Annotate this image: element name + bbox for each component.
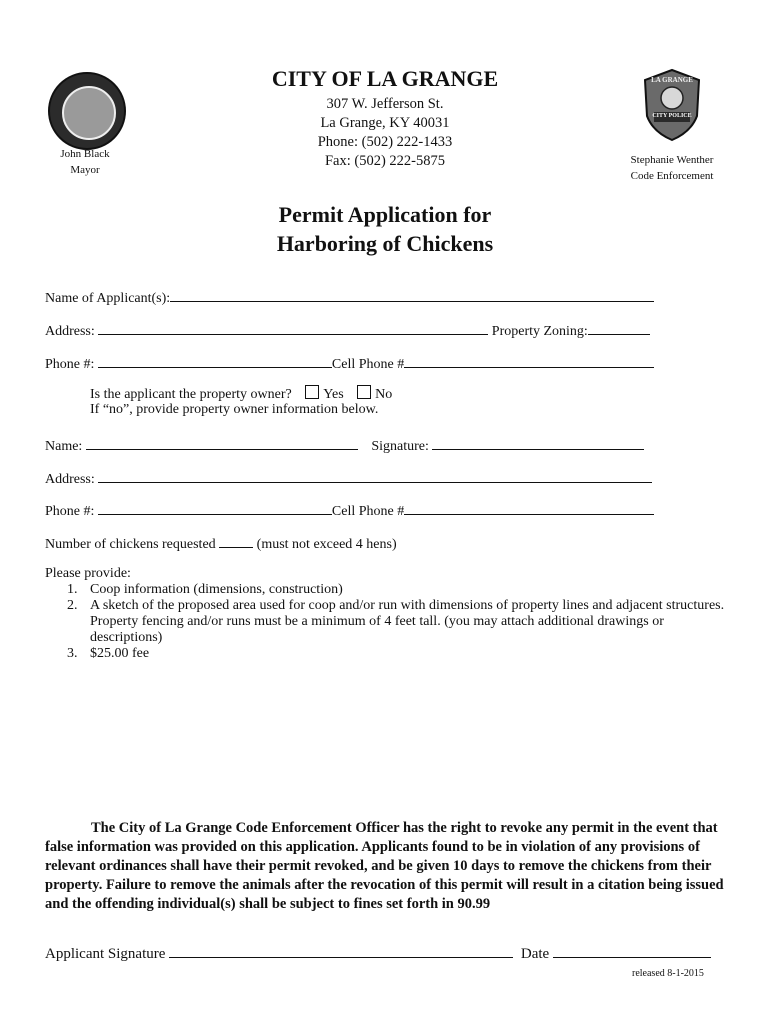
phone-row — [45, 353, 654, 373]
applicant-signature-field[interactable] — [169, 943, 513, 958]
owner-question: Is the applicant the property owner? — [90, 387, 292, 402]
badge-bottom-text: CITY POLICE — [652, 113, 692, 119]
mayor-name: John Black — [60, 148, 110, 160]
mayor-block — [35, 146, 135, 178]
commonwealth-seal — [48, 72, 126, 150]
owner-address-field[interactable] — [98, 468, 652, 483]
no-label: No — [375, 387, 393, 402]
owner-note: If “no”, provide property owner information below. — [90, 402, 379, 417]
owner-cell-label: Cell Phone # — [331, 504, 405, 519]
address-field[interactable] — [98, 320, 488, 335]
phone-line: Phone: (502) 222-1433 — [317, 134, 453, 150]
phone-label: Phone #: — [45, 357, 95, 372]
fax-line: Fax: (502) 222-5875 — [324, 153, 445, 169]
city-address — [185, 95, 585, 171]
seal-figures-icon — [62, 86, 116, 140]
title-line-1: Permit Application for — [278, 202, 492, 227]
owner-address-row — [45, 468, 652, 488]
owner-phone-field[interactable] — [98, 500, 332, 515]
provide-list — [45, 566, 730, 662]
code-enforcement-block — [612, 152, 732, 184]
police-badge — [641, 68, 703, 142]
date-label: Date — [520, 946, 550, 962]
title-line-2: Harboring of Chickens — [276, 231, 494, 256]
address-row — [45, 320, 650, 340]
list-item-text: Coop information (dimensions, construction) — [90, 582, 343, 597]
yes-label: Yes — [323, 387, 344, 402]
owner-signature-label: Signature: — [371, 439, 429, 454]
officer-title: Code Enforcement — [630, 170, 714, 182]
address-line: 307 W. Jefferson St. — [326, 96, 444, 112]
yes-checkbox[interactable] — [305, 385, 319, 399]
owner-question-row — [90, 385, 392, 403]
list-item-number: 3. — [67, 646, 78, 661]
list-item-text: A sketch of the proposed area used for coop and/or run with dimensions of property lines and adjacent structures. Property fencing and/or runs must be a minimum of 4 feet tall. (you may attach additional drawings or descriptions) — [90, 598, 725, 645]
list-item-number: 2. — [67, 598, 78, 613]
owner-signature-field[interactable] — [432, 435, 644, 450]
owner-phone-row — [45, 500, 654, 520]
list-item — [45, 582, 730, 598]
list-item-text: $25.00 fee — [90, 646, 150, 661]
date-field[interactable] — [553, 943, 711, 958]
chickens-count-field[interactable] — [219, 533, 253, 548]
chickens-row — [45, 533, 397, 553]
owner-name-field[interactable] — [86, 435, 358, 450]
applicant-name-field[interactable] — [170, 287, 654, 302]
applicant-signature-label: Applicant Signature — [45, 946, 166, 962]
applicant-name-label: Name of Applicant(s): — [45, 291, 171, 306]
owner-address-label: Address: — [45, 472, 95, 487]
owner-name-row — [45, 435, 644, 455]
no-checkbox[interactable] — [357, 385, 371, 399]
cell-phone-label: Cell Phone # — [331, 357, 405, 372]
applicant-name-row — [45, 287, 654, 307]
cell-phone-field[interactable] — [404, 353, 654, 368]
owner-cell-field[interactable] — [404, 500, 654, 515]
badge-top-text: LA GRANGE — [651, 76, 693, 84]
officer-name: Stephanie Wenther — [630, 154, 714, 166]
list-item-number: 1. — [67, 582, 78, 597]
revocation-warning: The City of La Grange Code Enforcement Officer has the right to revoke any permit in the event that false information was provided on this application. Applicants found to be in violation of any provisions of relevant ordinances shall have their permit revoked, and be given 10 days to remove the chickens from their property. Failure to remove the animals after the revocation of this permit will result in a citation being issued and the offending individual(s) shall be subject to fines set forth in 90.99 — [45, 820, 724, 912]
property-zoning-label: Property Zoning: — [491, 324, 588, 339]
page-title — [185, 200, 585, 258]
address-line: La Grange, KY 40031 — [320, 115, 450, 131]
applicant-signature-row — [45, 943, 711, 963]
chickens-note: (must not exceed 4 hens) — [256, 537, 397, 552]
release-date: released 8-1-2015 — [632, 968, 704, 979]
property-zoning-field[interactable] — [588, 320, 650, 335]
owner-name-label: Name: — [45, 439, 83, 454]
mayor-title: Mayor — [70, 164, 100, 176]
chickens-label: Number of chickens requested — [45, 537, 216, 552]
phone-field[interactable] — [98, 353, 332, 368]
list-item — [45, 646, 730, 662]
owner-phone-label: Phone #: — [45, 504, 95, 519]
address-label: Address: — [45, 324, 95, 339]
provide-label: Please provide: — [45, 566, 131, 581]
city-title: CITY OF LA GRANGE — [271, 66, 499, 91]
list-item — [45, 598, 730, 646]
